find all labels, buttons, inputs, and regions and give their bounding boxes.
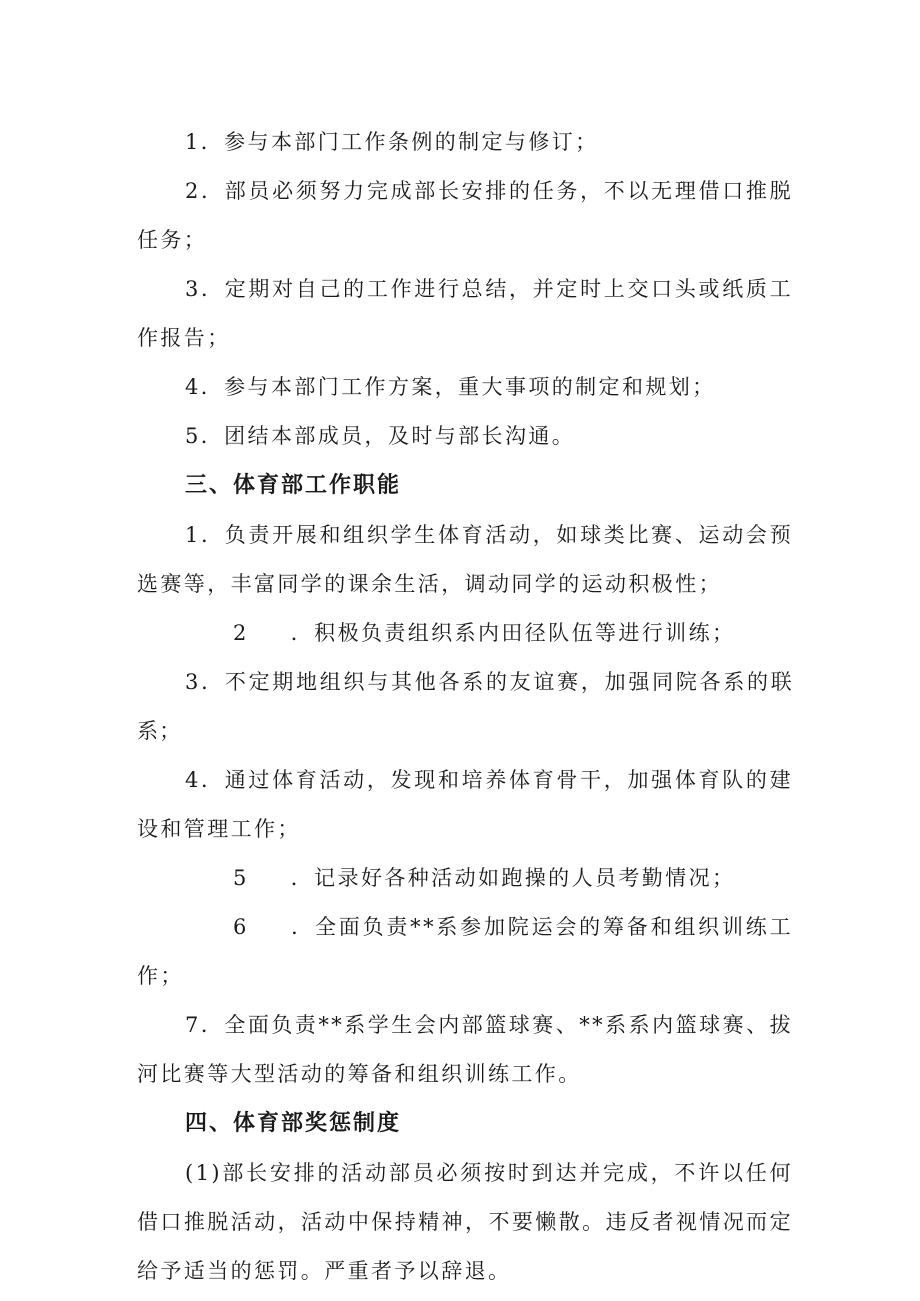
function-item-5-text: ．记录好各种活动如跑操的人员考勤情况； xyxy=(290,866,736,890)
section-heading-functions: 三、体育部工作职能 xyxy=(185,473,402,498)
function-item-5-number: 5 xyxy=(233,866,249,890)
function-item-6-text: ．全面负责**系参加院运会的筹备和组织训练工作； xyxy=(137,915,793,988)
document-page xyxy=(137,118,793,1296)
function-item-1: 1．负责开展和组织学生体育活动，如球类比赛、运动会预选赛等，丰富同学的课余生活，调动同学的运动积极性； xyxy=(137,523,793,596)
function-item-6-number: 6 xyxy=(233,915,249,939)
duty-item-1: 1．参与本部门工作条例的制定与修订； xyxy=(185,130,599,154)
function-item-6 xyxy=(137,903,793,1001)
section-heading-rewards: 四、体育部奖惩制度 xyxy=(185,1111,402,1136)
function-item-2-text: ．积极负责组织系内田径队伍等进行训练； xyxy=(290,621,736,645)
function-item-2-number: 2 xyxy=(233,621,249,645)
function-item-4: 4．通过体育活动，发现和培养体育骨干，加强体育队的建设和管理工作； xyxy=(137,768,793,841)
function-item-7: 7．全面负责**系学生会内部篮球赛、**系系内篮球赛、拔河比赛等大型活动的筹备和组织训练工作。 xyxy=(137,1013,793,1086)
duty-item-4: 4．参与本部门工作方案，重大事项的制定和规划； xyxy=(185,375,716,399)
duty-item-2: 2．部员必须努力完成部长安排的任务，不以无理借口推脱任务； xyxy=(137,179,793,252)
function-item-3: 3．不定期地组织与其他各系的友谊赛，加强同院各系的联系； xyxy=(137,670,793,743)
function-item-2 xyxy=(137,609,793,658)
function-item-5 xyxy=(137,854,793,903)
duty-item-5: 5．团结本部成员，及时与部长沟通。 xyxy=(185,424,576,448)
reward-item-1: (1)部长安排的活动部员必须按时到达并完成，不许以任何借口推脱活动，活动中保持精神，不要懒散。违反者视情况而定给予适当的惩罚。严重者予以辞退。 xyxy=(137,1161,793,1283)
duty-item-3: 3．定期对自己的工作进行总结，并定时上交口头或纸质工作报告； xyxy=(137,277,793,350)
